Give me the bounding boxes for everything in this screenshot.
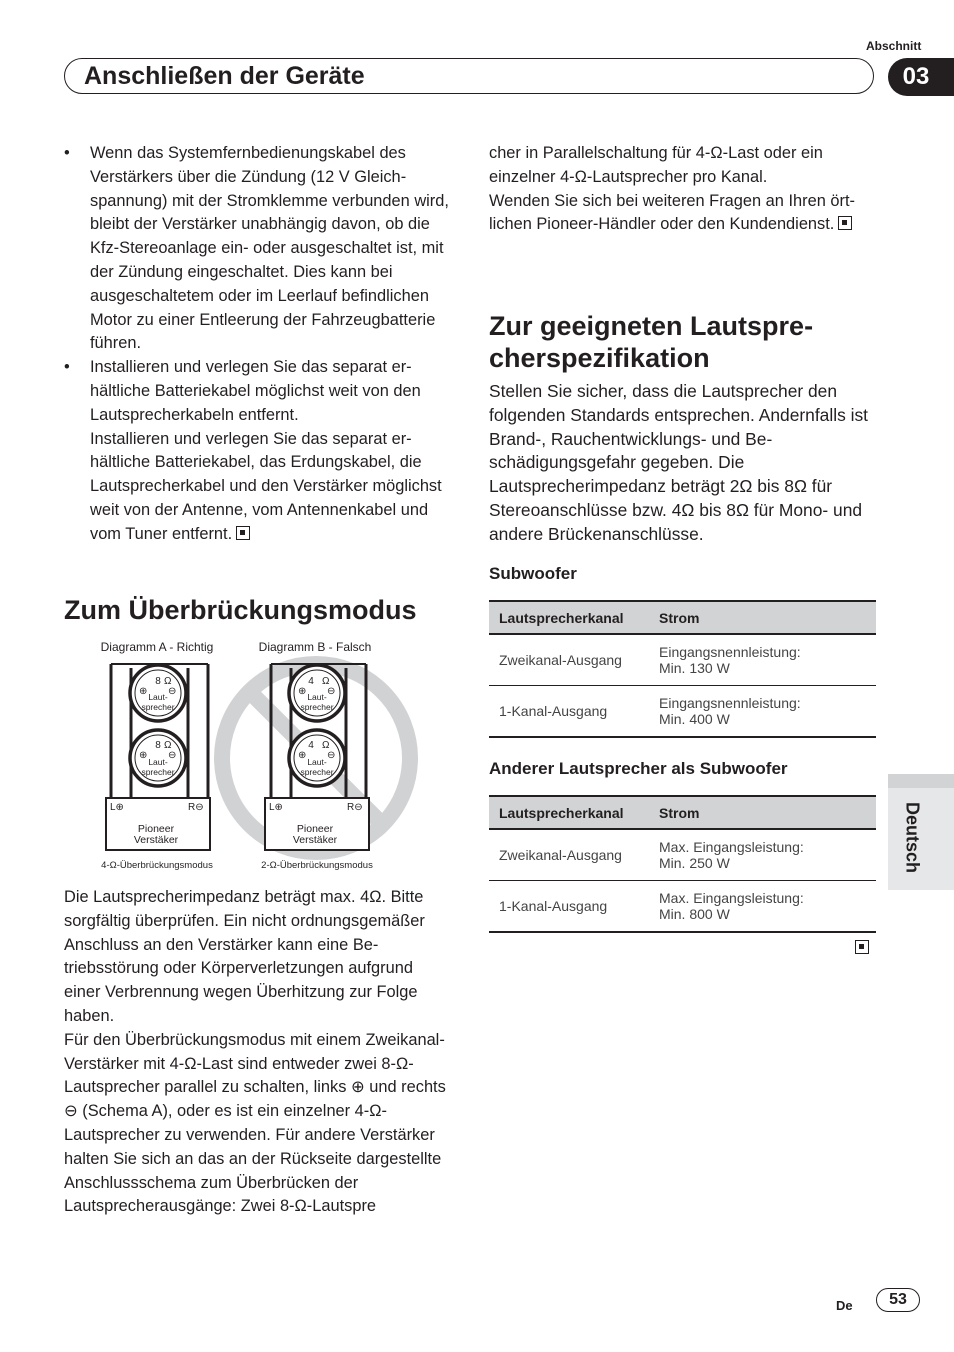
power-value: Min. 800 W (659, 906, 730, 922)
other-speaker-heading: Anderer Lautsprecher als Subwoofer (489, 759, 788, 778)
right-column-top (489, 142, 879, 237)
bullet-item (64, 142, 452, 356)
svg-text:Verstäker: Verstäker (292, 834, 338, 846)
table-header-row (489, 601, 876, 634)
power-value: Min. 400 W (659, 711, 730, 727)
body-paragraph: Für den Überbrückungsmodus mit einem Zweikanal-Verstärker mit 4-Ω-Last sind entweder zwei 8-Ω-Lautsprecher parallel zu schalten, links ⊕ und rechts ⊖ (Schema A), oder es ist ein einzelner 4-Ω-Lautsprecher zu verwenden. Für andere Verstärker halten Sie sich an das an der Rückseite dargestellte Anschlussschema zum Überbrücken der Lautsprecherausgänge: Zwei 8-Ω-Lautspre (64, 1030, 446, 1216)
table-row (489, 634, 876, 686)
diagram-b-title: Diagramm B - Falsch (258, 640, 372, 654)
svg-text:Laut-: Laut- (307, 757, 327, 767)
continuation-text: cher in Parallelschaltung für 4-Ω-Last oder ein einzelner 4-Ω-Lautsprecher pro Kanal. (489, 144, 823, 186)
svg-text:8: 8 (155, 740, 161, 751)
footer-language: De (836, 1298, 853, 1313)
power-cell (649, 634, 876, 686)
left-column-bullets (64, 142, 452, 547)
diagram-b (222, 640, 410, 871)
table-header-row (489, 796, 876, 829)
subwoofer-heading: Subwoofer (489, 564, 577, 583)
language-tab-top (888, 774, 954, 788)
diagram-a-caption: 4-Ω-Überbrückungsmodus (101, 860, 213, 871)
svg-text:sprecher: sprecher (141, 767, 175, 777)
bridge-mode-heading: Zum Überbrückungsmodus (64, 595, 417, 625)
svg-text:⊖: ⊖ (327, 686, 336, 697)
svg-text:Laut-: Laut- (148, 757, 168, 767)
other-speaker-spec-table (489, 795, 876, 933)
table-row (489, 686, 876, 738)
power-cell (649, 881, 876, 933)
svg-text:Verstäker: Verstäker (133, 834, 179, 846)
column-header-channel: Lautsprecherkanal (489, 601, 649, 634)
speaker-spec-heading: Zur geeigneten Lautsprecherspezifikation (489, 311, 814, 373)
power-label: Max. Eingangsleistung: (659, 839, 804, 855)
svg-text:R⊖: R⊖ (188, 802, 204, 813)
svg-text:sprecher: sprecher (300, 767, 334, 777)
power-value: Min. 130 W (659, 660, 730, 676)
svg-text:L⊕: L⊕ (269, 802, 283, 813)
svg-text:Ω: Ω (164, 740, 172, 751)
chapter-title: Anschließen der Geräte (84, 62, 365, 90)
svg-text:⊕: ⊕ (139, 750, 148, 761)
svg-text:⊕: ⊕ (298, 686, 307, 697)
power-cell (649, 686, 876, 738)
subwoofer-spec-table (489, 600, 876, 738)
spec-intro (489, 380, 879, 547)
svg-text:⊖: ⊖ (327, 750, 336, 761)
diagram-a-title: Diagramm A - Richtig (100, 640, 214, 654)
svg-text:4: 4 (308, 676, 314, 687)
bullet-dot-icon: • (64, 144, 70, 162)
column-header-power: Strom (649, 601, 876, 634)
power-value: Min. 250 W (659, 855, 730, 871)
svg-text:sprecher: sprecher (300, 702, 334, 712)
channel-cell: Zweikanal-Ausgang (489, 634, 649, 686)
svg-text:sprecher: sprecher (141, 702, 175, 712)
table-row (489, 829, 876, 881)
power-label: Eingangsnennleistung: (659, 695, 801, 711)
table-row (489, 881, 876, 933)
channel-cell: Zweikanal-Ausgang (489, 829, 649, 881)
channel-cell: 1-Kanal-Ausgang (489, 686, 649, 738)
diagram-a (101, 640, 214, 871)
svg-text:⊖: ⊖ (168, 750, 177, 761)
svg-text:Pioneer: Pioneer (296, 823, 334, 835)
bridge-mode-body (64, 886, 452, 1219)
svg-text:Ω: Ω (322, 676, 330, 687)
end-of-section-icon (236, 526, 250, 540)
svg-text:Laut-: Laut- (148, 692, 168, 702)
svg-text:8: 8 (155, 676, 161, 687)
bullet-dot-icon: • (64, 358, 70, 377)
end-of-section-icon (855, 940, 869, 954)
power-label: Eingangsnennleistung: (659, 644, 801, 660)
svg-text:Ω: Ω (322, 740, 330, 751)
language-tab-label: Deutsch (902, 802, 923, 874)
diagram-b-caption: 2-Ω-Überbrückungsmodus (261, 860, 373, 871)
bridge-mode-diagram (96, 636, 418, 876)
channel-cell: 1-Kanal-Ausgang (489, 881, 649, 933)
svg-text:⊖: ⊖ (168, 686, 177, 697)
body-paragraph: Die Lautsprecherimpedanz beträgt max. 4Ω. Bitte sorgfältig überprüfen. Ein nicht ordnungsgemäßer Anschluss an den Verstärker kann eine Betriebsstörung oder Körperverletzungen aufgrund einer Verbrennung wegen Überhitzung zur Folge haben. (64, 888, 425, 1025)
page-number: 53 (876, 1288, 920, 1312)
svg-text:⊕: ⊕ (298, 750, 307, 761)
power-label: Max. Eingangsleistung: (659, 890, 804, 906)
bullet-item (64, 356, 452, 427)
svg-text:Pioneer: Pioneer (137, 823, 175, 835)
end-of-section-icon (838, 216, 852, 230)
bullet-continuation-text: Installieren und verlegen Sie das separat erhältliche Batteriekabel, das Erdungskabel, die Lautsprecherkabel und den Verstärker möglichst weit von der Antenne, vom Antennenkabel und vom Tuner entfernt. (90, 429, 442, 543)
svg-text:L⊕: L⊕ (110, 802, 124, 813)
svg-text:R⊖: R⊖ (347, 802, 363, 813)
contact-text-content: Wenden Sie sich bei weiteren Fragen an Ihren örtlichen Pioneer-Händler oder den Kundendienst. (489, 191, 855, 234)
bullet-text: Wenn das Systemfernbedienungskabel des Verstärkers über die Zündung (12 V Gleichspannung) mit der Stromklemme verbunden wird, bleibt der Verstärker unabhängig davon, ob die Kfz-Stereoanlage ein- oder ausgeschaltet ist, mit der Zündung eingeschaltet. Dies kann bei ausgeschaltetem oder im Leerlauf befindlichen Motor zu einer Entleerung der Fahrzeugbatterie führen. (90, 144, 449, 353)
svg-text:Laut-: Laut- (307, 692, 327, 702)
svg-text:Ω: Ω (164, 676, 172, 687)
section-label: Abschnitt (866, 39, 922, 53)
power-cell (649, 829, 876, 881)
contact-text (489, 190, 879, 238)
section-number-badge: 03 (888, 58, 954, 96)
bullet-text: Installieren und verlegen Sie das separat erhältliche Batteriekabel möglichst weit von den Lautsprecherkabeln entfernt. (90, 358, 421, 424)
column-header-channel: Lautsprecherkanal (489, 796, 649, 829)
svg-text:4: 4 (308, 740, 314, 751)
column-header-power: Strom (649, 796, 876, 829)
bullet-continuation (64, 428, 452, 547)
spec-intro-text: Stellen Sie sicher, dass die Lautsprecher den folgenden Standards entsprechen. Andernfalls ist Brand-, Rauchentwicklungs- und Beschädigungsgefahr gegeben. Die Lautsprecherimpedanz beträgt 2Ω bis 8Ω für Stereoanschlüsse bzw. 4Ω bis 8Ω für Mono- und andere Brückenanschlüsse. (489, 381, 868, 544)
svg-text:⊕: ⊕ (139, 686, 148, 697)
